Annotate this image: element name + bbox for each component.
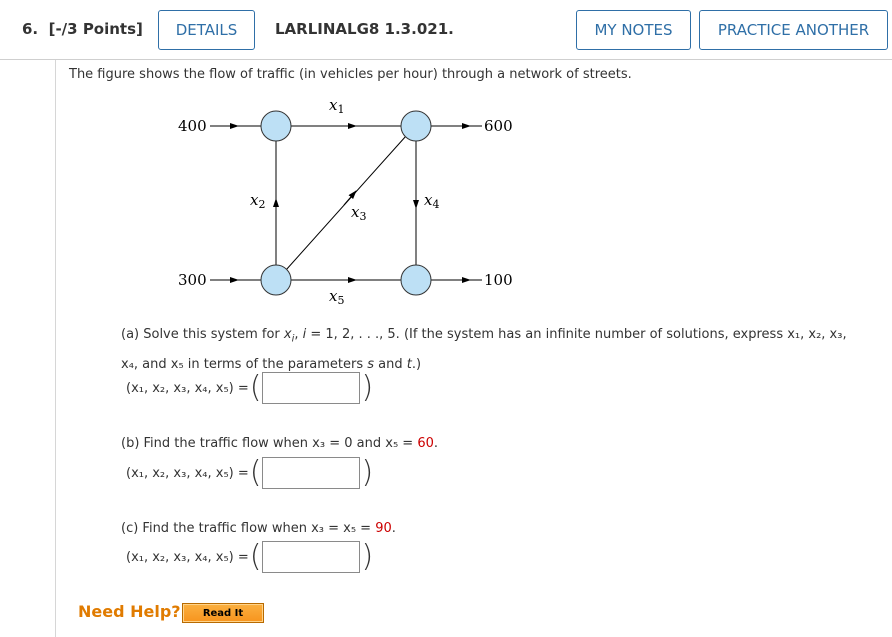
read-it-button[interactable]: Read It: [182, 603, 264, 623]
flow-out-100-label: 100: [484, 271, 513, 289]
need-help-label: Need Help?: [78, 602, 181, 621]
flow-in-400-label: 400: [178, 117, 207, 135]
x2-label: $x_2$: [250, 191, 266, 211]
part-c-answer-row: [126, 541, 374, 573]
problem-intro: The figure shows the flow of traffic (in vehicles per hour) through a network of streets.: [69, 67, 632, 82]
part-c-value: 90: [375, 521, 392, 536]
part-b-answer-input[interactable]: [262, 457, 360, 489]
part-b-vector-label: (x₁, x₂, x₃, x₄, x₅) =: [126, 465, 249, 481]
open-paren: (: [249, 455, 262, 490]
part-b-value: 60: [417, 436, 434, 451]
practice-another-button[interactable]: PRACTICE ANOTHER: [699, 10, 888, 50]
open-paren: (: [249, 370, 262, 405]
part-b-answer-row: [126, 457, 374, 489]
problem-code: LARLINALG8 1.3.021.: [275, 20, 454, 38]
x1-label: $x_1$: [329, 96, 345, 116]
x3-label: $x_3$: [351, 203, 367, 223]
my-notes-button[interactable]: MY NOTES: [576, 10, 691, 50]
part-c-vector-label: (x₁, x₂, x₃, x₄, x₅) =: [126, 549, 249, 565]
details-button[interactable]: DETAILS: [158, 10, 255, 50]
question-number: 6. [-/3 Points]: [22, 20, 143, 38]
points-label: [-/3 Points]: [48, 20, 143, 38]
x4-label: $x_4$: [424, 191, 440, 211]
part-c-answer-input[interactable]: [262, 541, 360, 573]
close-paren: ): [361, 370, 374, 405]
part-a-answer-row: [126, 372, 374, 404]
intersection-bottom-right: [401, 265, 431, 295]
close-paren: ): [361, 455, 374, 490]
intersection-top-left: [261, 111, 291, 141]
flow-out-600-label: 600: [484, 117, 513, 135]
part-a-prompt: (a) Solve this system for $x_i$, i = 1, 2, . . ., 5. (If the system has an infinite number of solutions, express x₁, x₂, x₃, x₄, and x₅ in terms of the parameters s and t.): [121, 327, 847, 372]
open-paren: (: [249, 539, 262, 574]
part-a-answer-input[interactable]: [262, 372, 360, 404]
intersection-top-right: [401, 111, 431, 141]
x5-label: $x_5$: [329, 287, 345, 307]
part-b-prompt: (b) Find the traffic flow when x₃ = 0 and x₅ = 60.: [121, 436, 438, 451]
close-paren: ): [361, 539, 374, 574]
part-c-prompt: (c) Find the traffic flow when x₃ = x₅ = 90.: [121, 521, 396, 536]
part-a-vector-label: (x₁, x₂, x₃, x₄, x₅) =: [126, 380, 249, 396]
intersection-bottom-left: [261, 265, 291, 295]
flow-in-300-label: 300: [178, 271, 207, 289]
